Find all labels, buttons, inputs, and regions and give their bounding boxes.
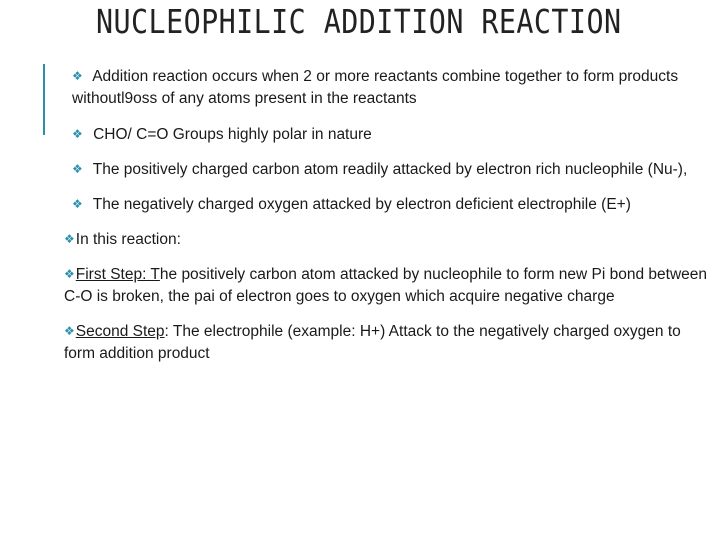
diamond-bullet-icon: ❖ [72,127,83,141]
bullet-item [64,321,714,365]
slide-title: NUCLEOPHILIC ADDITION REACTION [96,2,622,41]
bullet-item [64,66,714,110]
step-label: First Step: T [75,266,160,283]
diamond-bullet-icon: ❖ [64,324,75,338]
step-label: Second Step [75,323,165,340]
bullet-item [64,124,714,146]
diamond-bullet-icon: ❖ [72,197,83,211]
accent-line [43,64,45,135]
bullet-text: Addition reaction occurs when 2 or more reactants combine together to form products withoutl9oss of any atoms present in the reactants [72,68,679,107]
bullet-text: In this reaction: [75,231,181,248]
bullet-text: : The electrophile (example: H+) Attack to the negatively charged oxygen to form addition product [64,323,681,362]
diamond-bullet-icon: ❖ [64,267,75,281]
bullet-item [64,159,714,181]
bullet-text: The negatively charged oxygen attacked by electron deficient electrophile (E+) [88,196,631,213]
bullet-text: The positively charged carbon atom readily attacked by electron rich nucleophile (Nu-), [88,161,688,178]
diamond-bullet-icon: ❖ [72,162,83,176]
bullet-text: he positively carbon atom attacked by nucleophile to form new Pi bond between C-O is broken, the pai of electron goes to oxygen which acquire negative charge [64,266,708,305]
diamond-bullet-icon: ❖ [64,232,75,246]
diamond-bullet-icon: ❖ [72,69,83,83]
bullet-item [64,264,714,308]
bullet-text: CHO/ C=O Groups highly polar in nature [88,126,372,143]
bullet-item [64,229,714,251]
bullet-item [64,194,714,216]
bullet-list [64,66,714,379]
